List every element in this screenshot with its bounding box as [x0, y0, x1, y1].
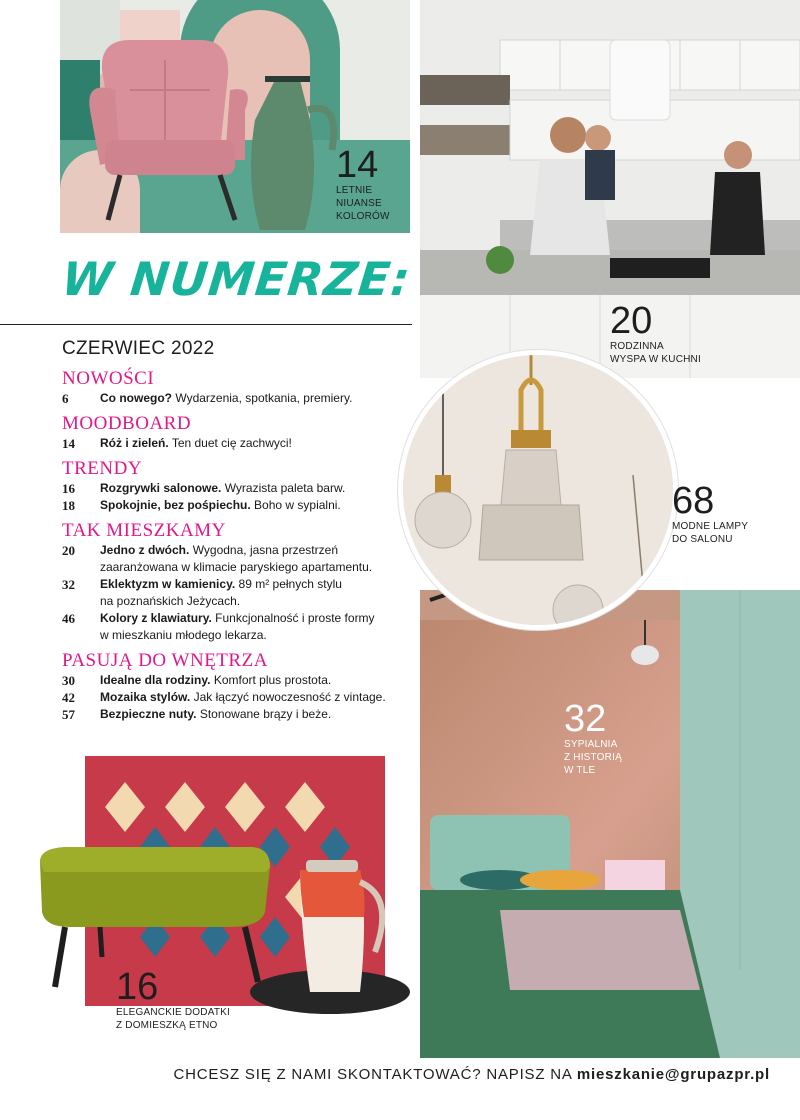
toc-entry[interactable]	[62, 390, 412, 407]
entry-page: 46	[62, 611, 75, 626]
entry-page: 32	[62, 577, 75, 592]
toc-entry[interactable]	[62, 706, 412, 723]
toc-entry[interactable]	[62, 480, 412, 497]
issue-date: CZERWIEC 2022	[62, 338, 215, 359]
callout-page-number: 20	[610, 300, 653, 342]
toc-entry[interactable]	[62, 435, 412, 452]
entry-heading: Rozgrywki salonowe.	[100, 481, 222, 495]
entry-heading: Jedno z dwóch.	[100, 543, 190, 557]
callout-caption	[564, 738, 622, 777]
entry-page: 42	[62, 690, 75, 705]
section-title: MOODBOARD	[62, 413, 192, 434]
entry-desc: Wyrazista paleta barw.	[224, 481, 346, 495]
caption-line: W TLE	[564, 765, 596, 776]
callout-caption	[116, 1006, 230, 1032]
toc-section-nowosci	[62, 368, 412, 407]
caption-line: SYPIALNIA	[564, 739, 618, 750]
entry-desc-cont: na poznańskich Jeżycach.	[100, 594, 241, 608]
entry-desc: Boho w sypialni.	[254, 498, 341, 512]
entry-heading: Spokojnie, bez pośpiechu.	[100, 498, 251, 512]
entry-desc: Jak łączyć nowoczesność z vintage.	[193, 690, 386, 704]
entry-heading: Bezpieczne nuty.	[100, 707, 197, 721]
entry-desc-cont: w mieszkaniu młodego lekarza.	[100, 628, 267, 642]
contact-footer	[173, 1066, 770, 1083]
toc-section-trendy	[62, 458, 412, 514]
entry-desc: 89 m² pełnych stylu	[238, 577, 342, 591]
caption-line: LETNIE	[336, 185, 373, 196]
toc-section-tak-mieszkamy	[62, 520, 412, 644]
callout-68	[672, 482, 748, 546]
entry-desc: Ten duet cię zachwyci!	[171, 436, 292, 450]
toc-entry[interactable]	[62, 672, 412, 689]
callout-16	[116, 968, 230, 1032]
toc-entry[interactable]	[62, 610, 412, 644]
toc-entry[interactable]	[62, 576, 412, 610]
toc-section-pasuja-do-wnetrza	[62, 650, 412, 723]
toc-entry[interactable]	[62, 497, 412, 514]
callout-caption	[336, 184, 390, 223]
section-title: PASUJĄ DO WNĘTRZA	[62, 650, 268, 671]
entry-page: 30	[62, 673, 75, 688]
entry-desc: Funkcjonalność i proste formy	[215, 611, 375, 625]
photo-pendant-lamps	[398, 350, 678, 630]
entry-heading: Mozaika stylów.	[100, 690, 191, 704]
entry-heading: Kolory z klawiatury.	[100, 611, 212, 625]
page-title: W NUMERZE:	[59, 252, 414, 306]
section-title: TRENDY	[62, 458, 143, 479]
entry-heading: Eklektyzm w kamienicy.	[100, 577, 236, 591]
callout-page-number: 32	[564, 698, 607, 740]
entry-desc-cont: zaaranżowana w klimacie paryskiego apartamentu.	[100, 560, 373, 574]
entry-heading: Róż i zieleń.	[100, 436, 169, 450]
entry-desc: Wydarzenia, spotkania, premiery.	[175, 391, 353, 405]
callout-caption	[610, 340, 701, 366]
entry-page: 57	[62, 707, 75, 722]
entry-page: 18	[62, 498, 75, 513]
section-title: TAK MIESZKAMY	[62, 520, 226, 541]
caption-line: KOLORÓW	[336, 211, 390, 222]
table-of-contents	[62, 368, 412, 729]
photo-bedroom	[420, 590, 800, 1058]
caption-line: NIUANSE	[336, 198, 382, 209]
footer-text: CHCESZ SIĘ Z NAMI SKONTAKTOWAĆ? NAPISZ NA	[173, 1066, 572, 1083]
callout-caption	[672, 520, 748, 546]
toc-section-moodboard	[62, 413, 412, 452]
callout-20	[610, 302, 701, 366]
entry-page: 20	[62, 543, 75, 558]
entry-desc: Komfort plus prostota.	[213, 673, 332, 687]
caption-line: Z DOMIESZKĄ ETNO	[116, 1020, 218, 1031]
callout-page-number: 16	[116, 966, 159, 1008]
caption-line: DO SALONU	[672, 534, 733, 545]
callout-page-number: 14	[336, 144, 379, 186]
entry-page: 6	[62, 391, 69, 406]
callout-32	[564, 700, 622, 777]
callout-page-number: 68	[672, 480, 715, 522]
callout-14	[336, 146, 390, 223]
caption-line: MODNE LAMPY	[672, 521, 749, 532]
toc-entry[interactable]	[62, 542, 412, 576]
section-title: NOWOŚCI	[62, 368, 155, 389]
entry-desc: Wygodna, jasna przestrzeń	[192, 543, 338, 557]
entry-page: 16	[62, 481, 75, 496]
caption-line: ELEGANCKIE DODATKI	[116, 1007, 230, 1018]
entry-desc: Stonowane brązy i beże.	[199, 707, 332, 721]
caption-line: RODZINNA	[610, 341, 664, 352]
title-divider	[0, 324, 412, 325]
toc-entry[interactable]	[62, 689, 412, 706]
entry-heading: Co nowego?	[100, 391, 172, 405]
caption-line: WYSPA W KUCHNI	[610, 354, 701, 365]
entry-page: 14	[62, 436, 75, 451]
caption-line: Z HISTORIĄ	[564, 752, 622, 763]
entry-heading: Idealne dla rodziny.	[100, 673, 211, 687]
contact-email-link[interactable]: mieszkanie@grupazpr.pl	[576, 1066, 770, 1083]
